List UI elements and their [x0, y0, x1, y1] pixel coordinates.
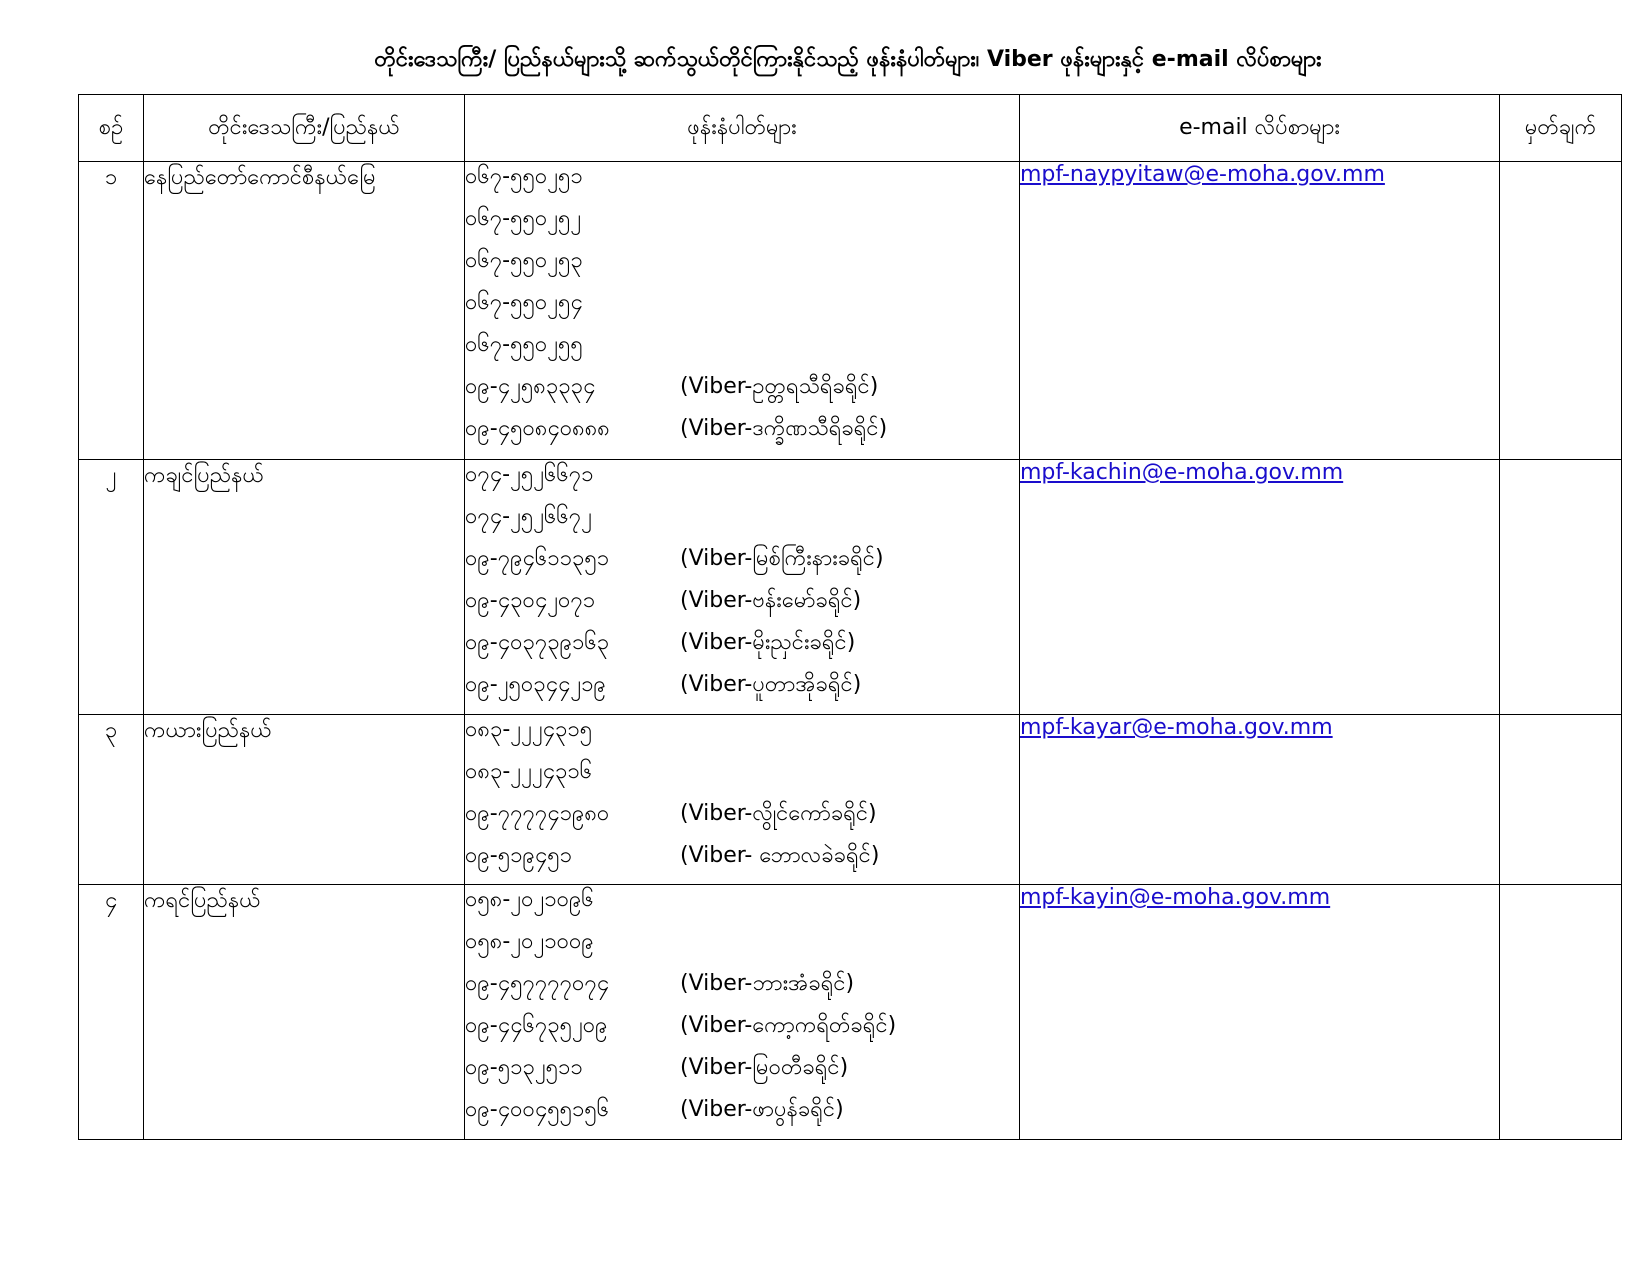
- phone-entry: [465, 544, 1019, 586]
- phone-entry: [465, 372, 1019, 414]
- phone-number: ၀၆၇-၅၅၀၂၅၂: [465, 206, 582, 231]
- phone-list: [465, 162, 1020, 460]
- phone-number: ၀၆၇-၅၅၀၂၅၁: [465, 164, 583, 189]
- remark-cell: [1500, 715, 1622, 885]
- table-row: [79, 162, 1622, 460]
- phone-number: ၀၉-၂၅၀၃၄၄၂၁၉: [465, 672, 606, 697]
- viber-note: (Viber-ဗန်းမော်ခရိုင်): [680, 588, 862, 613]
- phone-entry: [465, 1011, 1019, 1053]
- phone-number: ၀၈၃-၂၂၂၄၃၁၅: [465, 717, 593, 742]
- phone-number: ၀၆၇-၅၅၀၂၅၄: [465, 290, 583, 315]
- phone-entry: [465, 246, 1019, 288]
- email-cell: [1020, 460, 1500, 715]
- table-row: [79, 715, 1622, 885]
- region-name: ကချင်ပြည်နယ်: [144, 460, 465, 715]
- viber-note: (Viber-ဖာပွန်ခရိုင်): [680, 1097, 844, 1122]
- phone-entry: [465, 1053, 1019, 1095]
- email-link[interactable]: mpf-kayin@e-moha.gov.mm: [1020, 885, 1331, 910]
- header-email: e-mail လိပ်စာများ: [1020, 95, 1500, 162]
- header-region: တိုင်းဒေသကြီး/ပြည်နယ်: [144, 95, 465, 162]
- table-row: [79, 885, 1622, 1140]
- region-name: ကရင်ပြည်နယ်: [144, 885, 465, 1140]
- phone-number: ၀၅၈-၂၀၂၁၀၉၆: [465, 887, 594, 912]
- phone-number: ၀၅၈-၂၀၂၁၀၀၉: [465, 929, 594, 954]
- phone-entry: [465, 502, 1019, 544]
- table-header-row: [79, 95, 1622, 162]
- email-link[interactable]: mpf-kachin@e-moha.gov.mm: [1020, 460, 1344, 485]
- row-number: ၄: [79, 885, 144, 1140]
- phone-number: ၀၈၃-၂၂၂၄၃၁၆: [465, 759, 593, 784]
- phone-number: ၀၉-၄၂၅၈၃၃၃၄: [465, 374, 596, 399]
- phone-number: ၀၇၄-၂၅၂၆၆၇၂: [465, 504, 592, 529]
- email-cell: [1020, 715, 1500, 885]
- viber-note: (Viber-ပူတာအိုခရိုင်): [680, 672, 862, 697]
- contact-table: [78, 94, 1622, 1140]
- remark-cell: [1500, 885, 1622, 1140]
- phone-number: ၀၆၇-၅၅၀၂၅၅: [465, 332, 583, 357]
- phone-number: ၀၉-၅၁၉၄၅၁: [465, 843, 572, 868]
- phone-number: ၀၉-၇၇၇၇၄၁၉၈၀: [465, 801, 610, 826]
- region-name: နေပြည်တော်ကောင်စီနယ်မြေ: [144, 162, 465, 460]
- viber-note: (Viber-လွိုင်ကော်ခရိုင်): [680, 801, 877, 826]
- phone-number: ၀၉-၄၀၀၄၅၅၁၅၆: [465, 1097, 610, 1122]
- viber-note: (Viber-ဥတ္တရသီရိခရိုင်): [680, 374, 879, 399]
- phone-number: ၀၉-၄၄၆၇၃၅၂၀၉: [465, 1013, 608, 1038]
- phone-number: ၀၉-၇၉၄၆၁၁၃၅၁: [465, 546, 610, 571]
- phone-entry: [465, 1095, 1019, 1137]
- phone-number: ၀၉-၄၃၀၄၂၀၇၁: [465, 588, 596, 613]
- header-no: စဉ်: [79, 95, 144, 162]
- remark-cell: [1500, 162, 1622, 460]
- phone-entry: [465, 757, 1019, 799]
- phone-entry: [465, 715, 1019, 757]
- phone-number: ၀၉-၄၅၇၇၇၇၀၇၄: [465, 971, 610, 996]
- phone-entry: [465, 799, 1019, 841]
- phone-list: [465, 715, 1020, 885]
- viber-note: (Viber-ကော့ကရိတ်ခရိုင်): [680, 1013, 897, 1038]
- phone-entry: [465, 885, 1019, 927]
- viber-note: (Viber-မြဝတီခရိုင်): [680, 1055, 849, 1080]
- phone-entry: [465, 927, 1019, 969]
- header-remark: မှတ်ချက်: [1500, 95, 1622, 162]
- phone-entry: [465, 586, 1019, 628]
- row-number: ၂: [79, 460, 144, 715]
- viber-note: (Viber- ဘောလခဲခရိုင်): [680, 843, 880, 868]
- phone-number: ၀၇၄-၂၅၂၆၆၇၁: [465, 462, 594, 487]
- page-title: တိုင်းဒေသကြီး/ ပြည်နယ်များသို့ ဆက်သွယ်တိုင်ကြားနိုင်သည့် ဖုန်းနံပါတ်များ၊ Viber ဖုန်းများနှင့် e-mail လိပ်စာများ: [374, 47, 1322, 72]
- phone-entry: [465, 288, 1019, 330]
- row-number: ၃: [79, 715, 144, 885]
- email-cell: [1020, 162, 1500, 460]
- viber-note: (Viber-ဒက္ခိဏသီရိခရိုင်): [680, 416, 888, 441]
- row-number: ၁: [79, 162, 144, 460]
- region-name: ကယားပြည်နယ်: [144, 715, 465, 885]
- table-row: [79, 460, 1622, 715]
- phone-entry: [465, 414, 1019, 456]
- phone-list: [465, 885, 1020, 1140]
- phone-number: ၀၉-၄၀၃၇၃၉၁၆၃: [465, 630, 610, 655]
- email-link[interactable]: mpf-naypyitaw@e-moha.gov.mm: [1020, 162, 1385, 187]
- phone-entry: [465, 969, 1019, 1011]
- phone-number: ၀၆၇-၅၅၀၂၅၃: [465, 248, 583, 273]
- remark-cell: [1500, 460, 1622, 715]
- phone-entry: [465, 330, 1019, 372]
- header-phones: ဖုန်းနံပါတ်များ: [465, 95, 1020, 162]
- phone-number: ၀၉-၄၅၀၈၄၀၈၈၈: [465, 416, 610, 441]
- phone-list: [465, 460, 1020, 715]
- viber-note: (Viber-မိုးညှင်းခရိုင်): [680, 630, 856, 655]
- phone-entry: [465, 628, 1019, 670]
- phone-entry: [465, 204, 1019, 246]
- phone-entry: [465, 460, 1019, 502]
- phone-entry: [465, 670, 1019, 712]
- email-link[interactable]: mpf-kayar@e-moha.gov.mm: [1020, 715, 1333, 740]
- phone-number: ၀၉-၅၁၃၂၅၁၁: [465, 1055, 583, 1080]
- phone-entry: [465, 162, 1019, 204]
- phone-entry: [465, 841, 1019, 883]
- email-cell: [1020, 885, 1500, 1140]
- viber-note: (Viber-ဘားအံခရိုင်): [680, 971, 855, 996]
- viber-note: (Viber-မြစ်ကြီးနားခရိုင်): [680, 546, 884, 571]
